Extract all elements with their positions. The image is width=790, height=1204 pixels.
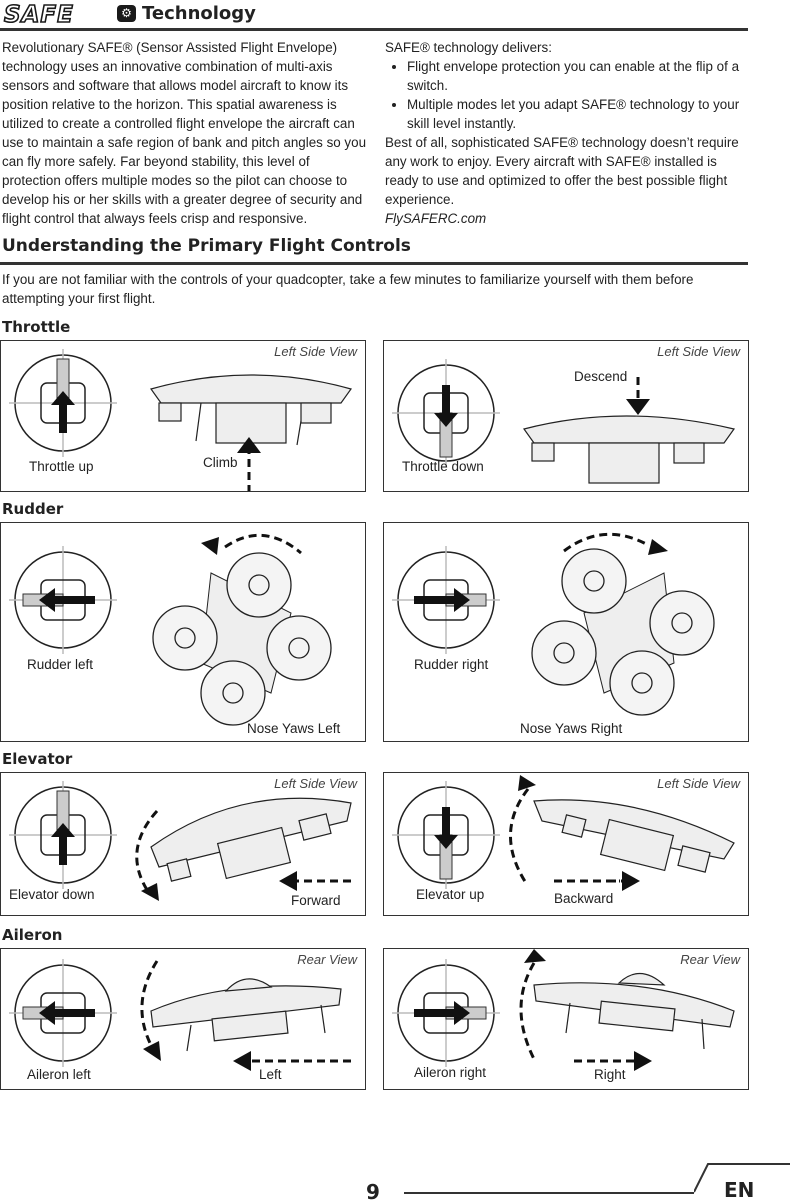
lang-tab xyxy=(694,1162,790,1203)
rudder-left-panel xyxy=(0,522,366,742)
footer-rule xyxy=(404,1192,704,1194)
nose-yaws-right-label: Nose Yaws Right xyxy=(520,721,623,736)
backward-label: Backward xyxy=(554,891,614,906)
intro-left-text xyxy=(2,38,370,228)
nose-yaws-left-label: Nose Yaws Left xyxy=(247,721,341,736)
elevator-up-label: Elevator up xyxy=(416,887,485,902)
aileron-left-label: Aileron left xyxy=(27,1067,91,1082)
intro-lead: SAFE® technology delivers: xyxy=(385,40,552,55)
page-number: 9 xyxy=(366,1180,380,1204)
elevator-up-panel xyxy=(383,772,749,916)
view-label: Rear View xyxy=(680,952,740,967)
climb-label: Climb xyxy=(203,455,238,470)
view-label: Left Side View xyxy=(274,776,357,791)
forward-label: Forward xyxy=(291,893,341,908)
descend-label: Descend xyxy=(574,369,628,384)
rudder-title: Rudder xyxy=(2,500,64,518)
intro-body: Best of all, sophisticated SAFE® technology doesn’t require any work to enjoy. Every aircraft with SAFE® installed is ready to use and optimized to offer the best possible flight experience. xyxy=(385,135,739,207)
left-label: Left xyxy=(259,1067,282,1082)
right-label: Right xyxy=(594,1067,626,1082)
safe-logo: SAFE xyxy=(4,2,74,28)
rudder-right-label: Rudder right xyxy=(414,657,489,672)
rudder-left-figure xyxy=(1,523,366,742)
header-rule xyxy=(0,28,748,31)
elevator-title: Elevator xyxy=(2,750,73,768)
bullet-list xyxy=(385,57,747,133)
elevator-down-panel xyxy=(0,772,366,916)
controls-title: Understanding the Primary Flight Controls xyxy=(2,236,411,256)
aileron-right-panel xyxy=(383,948,749,1090)
throttle-up-panel xyxy=(0,340,366,492)
intro-right-text xyxy=(385,38,747,228)
rudder-left-label: Rudder left xyxy=(27,657,94,672)
bullet-item: • Flight envelope protection you can enable at the flip of a switch. xyxy=(407,57,747,95)
view-label: Left Side View xyxy=(657,344,740,359)
view-label: Rear View xyxy=(297,952,357,967)
controls-intro: If you are not familiar with the controls of your quadcopter, take a few minutes to familiarize yourself with them before attempting your first flight. xyxy=(2,272,694,306)
section-header: Technology xyxy=(142,3,256,24)
language-code: EN xyxy=(724,1178,755,1202)
safe-badge-icon: ⚙ xyxy=(117,5,136,22)
intro-paragraph: Revolutionary SAFE® (Sensor Assisted Flight Envelope) technology uses an innovative combination of multi-axis sensors and software that allows model aircraft to know its position relative to the horizon. This spatial awareness is utilized to create a controlled flight envelope the aircraft can use to maintain a safe region of bank and pitch angles so you can fly more safely. Far beyond stability, this level of protection offers multiple modes so the pilot can choose to develop his or her skills with a greater degree of security and flight control that always feels crisp and responsive. xyxy=(2,40,367,226)
rudder-right-panel xyxy=(383,522,749,742)
view-label: Left Side View xyxy=(657,776,740,791)
controls-rule xyxy=(0,262,748,265)
throttle-down-panel xyxy=(383,340,749,492)
throttle-up-label: Throttle up xyxy=(29,459,94,474)
rudder-right-figure xyxy=(384,523,749,742)
throttle-down-label: Throttle down xyxy=(402,459,484,474)
view-label: Left Side View xyxy=(274,344,357,359)
bullet-item: • Multiple modes let you adapt SAFE® technology to your skill level instantly. xyxy=(407,95,747,133)
elevator-down-label: Elevator down xyxy=(9,887,95,902)
website-link[interactable]: FlySAFERC.com xyxy=(385,211,487,226)
throttle-title: Throttle xyxy=(2,318,71,336)
aileron-title: Aileron xyxy=(2,926,63,944)
aileron-right-label: Aileron right xyxy=(414,1065,487,1080)
aileron-left-panel xyxy=(0,948,366,1090)
